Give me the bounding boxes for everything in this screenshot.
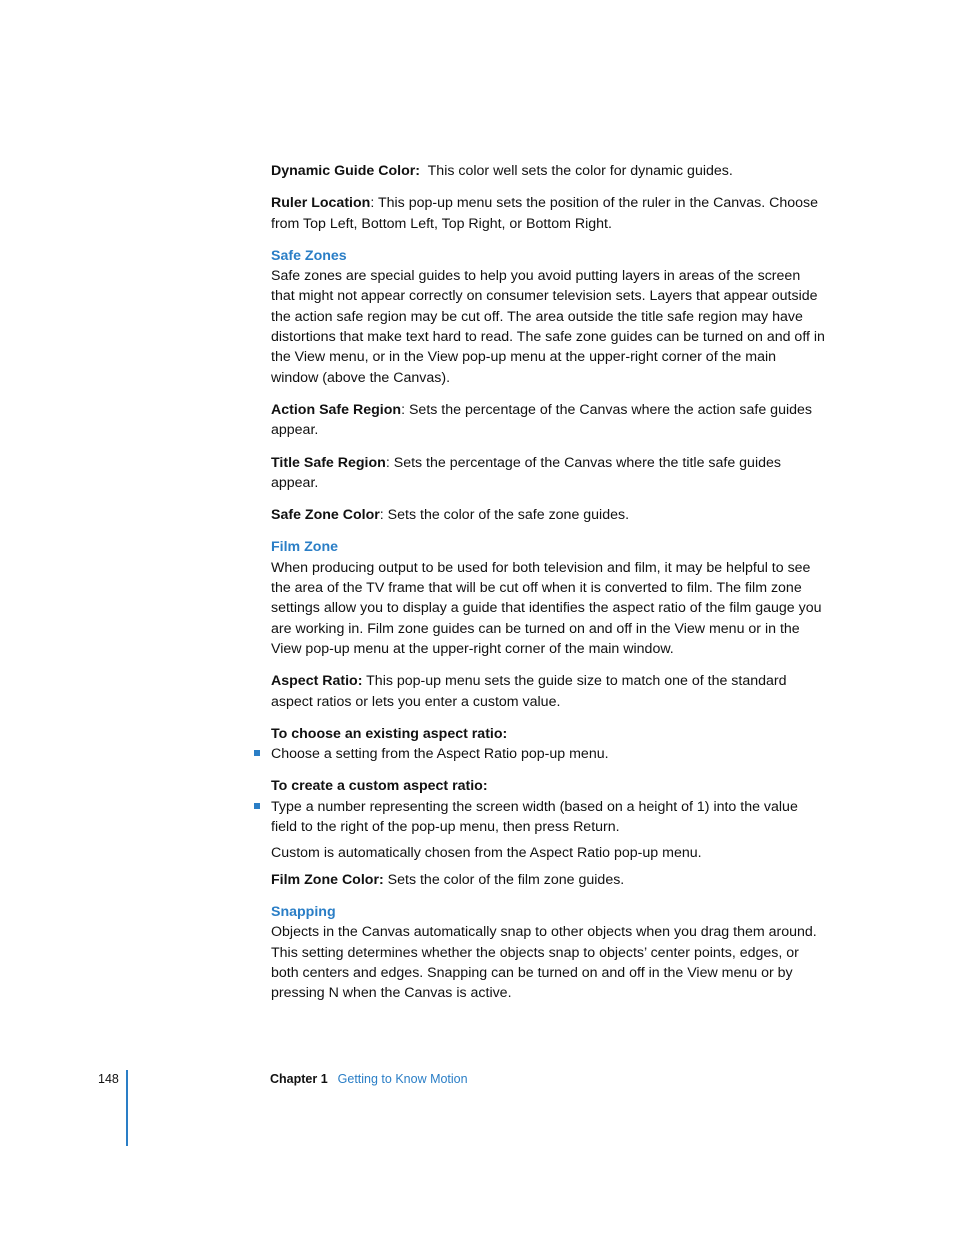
procedure-note: Custom is automatically chosen from the Aspect Ratio pop-up menu. [271, 845, 702, 862]
procedure-heading: To choose an existing aspect ratio: [271, 725, 508, 742]
entry-term: Title Safe Region [271, 454, 386, 471]
procedure-custom-ratio [271, 776, 827, 863]
step-text: Type a number representing the screen width (based on a height of 1) into the value field to the right of the pop-up menu, then press Return. [271, 798, 798, 836]
entry-text: Sets the color of the film zone guides. [383, 871, 625, 888]
section-heading: Snapping [271, 903, 336, 920]
safe-zones-section [271, 246, 827, 388]
procedure-step [271, 797, 827, 838]
bullet-icon [254, 803, 260, 809]
entry-term: Film Zone Color: [271, 871, 384, 888]
chapter-label: Chapter 1 [270, 1072, 328, 1086]
film-zone-section [271, 537, 827, 659]
entry-text: : Sets the percentage of the Canvas where the title safe guides appear. [271, 454, 781, 491]
entry-text: : Sets the color of the safe zone guides. [379, 507, 630, 524]
film-zone-color-entry [271, 870, 827, 890]
bullet-icon [254, 750, 260, 756]
entry-term: Dynamic Guide Color: [271, 163, 420, 179]
entry-term: Action Safe Region [271, 401, 402, 418]
footer-chapter [270, 1072, 468, 1086]
entry-text: This pop-up menu sets the guide size to match one of the standard aspect ratios or lets you enter a custom value. [271, 673, 787, 710]
entry-term: Safe Zone Color [271, 507, 380, 524]
procedure-step [271, 744, 827, 764]
entry-text: This color well sets the color for dynamic guides. [427, 163, 733, 179]
footer-divider [126, 1070, 128, 1146]
aspect-ratio-entry [271, 671, 827, 712]
chapter-title-link[interactable]: Getting to Know Motion [337, 1072, 468, 1086]
section-body: Objects in the Canvas automatically snap to other objects when you drag them around. This setting determines whether the objects snap to objects’ center points, edges, or both centers and edges. Snapping can be turned on and off in the View menu or by pressing N when the Canvas is active. [271, 924, 817, 1002]
snapping-section [271, 902, 827, 1003]
step-text: Choose a setting from the Aspect Ratio pop-up menu. [271, 746, 609, 763]
entry-text: : This pop-up menu sets the position of the ruler in the Canvas. Choose from Top Left, Bottom Left, Top Right, or Bottom Right. [271, 195, 819, 232]
procedure-existing-ratio [271, 724, 827, 765]
ruler-location-entry [271, 193, 827, 234]
page-number: 148 [98, 1072, 119, 1086]
procedure-heading: To create a custom aspect ratio: [271, 778, 488, 795]
entry-term: Ruler Location [271, 195, 371, 212]
entry-term: Aspect Ratio: [271, 673, 363, 690]
page-content [271, 161, 827, 1015]
section-body: Safe zones are special guides to help you avoid putting layers in areas of the screen that might not appear correctly on consumer television sets. Layers that appear outside the action safe region may be cut off. The area outside the title safe region may have distortions that make text hard to read. The safe zone guides can be turned on and off in the View menu, or in the View pop-up menu at the upper-right corner of the main window (above the Canvas). [271, 268, 825, 386]
section-heading: Film Zone [271, 539, 338, 556]
entry-text: : Sets the percentage of the Canvas where the action safe guides appear. [271, 401, 812, 439]
dynamic-guide-color-entry [271, 161, 827, 181]
section-body: When producing output to be used for both television and film, it may be helpful to see the area of the TV frame that will be cut off when it is converted to film. The film zone settings allow you to display a guide that identifies the aspect ratio of the film gauge you are working in. Film zone guides can be turned on and off in the View menu or in the View pop-up menu at the upper-right corner of the main window. [271, 559, 822, 657]
title-safe-entry [271, 453, 827, 494]
action-safe-entry [271, 400, 827, 441]
safe-zone-color-entry [271, 505, 827, 525]
section-heading: Safe Zones [271, 247, 347, 264]
